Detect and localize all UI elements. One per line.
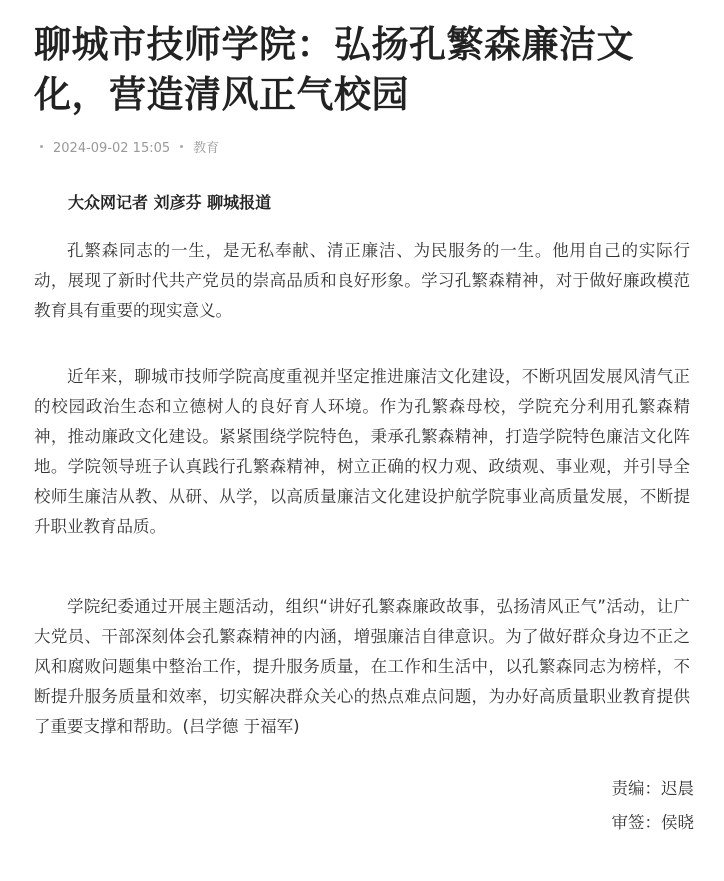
reviewer-credit: 审签：侯晓: [611, 813, 694, 832]
separator-dot-icon: [180, 145, 183, 148]
article-paragraph: 学院纪委通过开展主题活动，组织“讲好孔繁森廉政故事，弘扬清风正气”活动，让广大党员、干部深刻体会孔繁森精神的内涵，增强廉洁自律意识。为了做好群众身边不正之风和腐败问题集中整治工作，提升服务质量，在工作和生活中，以孔繁森同志为榜样，不断提升服务质量和效率，切实解决群众关心的热点难点问题，为办好高质量职业教育提供了重要支撑和帮助。(吕学德 于福军): [34, 597, 690, 736]
separator-dot-icon: [40, 145, 43, 148]
article-byline: 大众网记者 刘彦芬 聊城报道: [68, 193, 272, 212]
article-paragraph: 孔繁森同志的一生，是无私奉献、清正廉洁、为民服务的一生。他用自己的实际行动，展现了新时代共产党员的崇高品质和良好形象。学习孔繁森精神，对于做好廉政模范教育具有重要的现实意义。: [34, 241, 690, 320]
category-label[interactable]: 教育: [193, 141, 220, 156]
article-title: 聊城市技师学院：弘扬孔繁森廉洁文化，营造清风正气校园: [34, 23, 634, 116]
publish-datetime: 2024-09-02 15:05: [53, 141, 171, 156]
article-paragraph: 近年来，聊城市技师学院高度重视并坚定推进廉洁文化建设，不断巩固发展风清气正的校园政治生态和立德树人的良好育人环境。作为孔繁森母校，学院充分利用孔繁森精神，推动廉政文化建设。紧紧围绕学院特色，秉承孔繁森精神，打造学院特色廉洁文化阵地。学院领导班子认真践行孔繁森精神，树立正确的权力观、政绩观、事业观，并引导全校师生廉洁从教、从研、从学，以高质量廉洁文化建设护航学院事业高质量发展，不断提升职业教育品质。: [34, 367, 690, 536]
article-meta: [40, 139, 219, 159]
editor-credit: 责编：迟晨: [611, 779, 694, 798]
